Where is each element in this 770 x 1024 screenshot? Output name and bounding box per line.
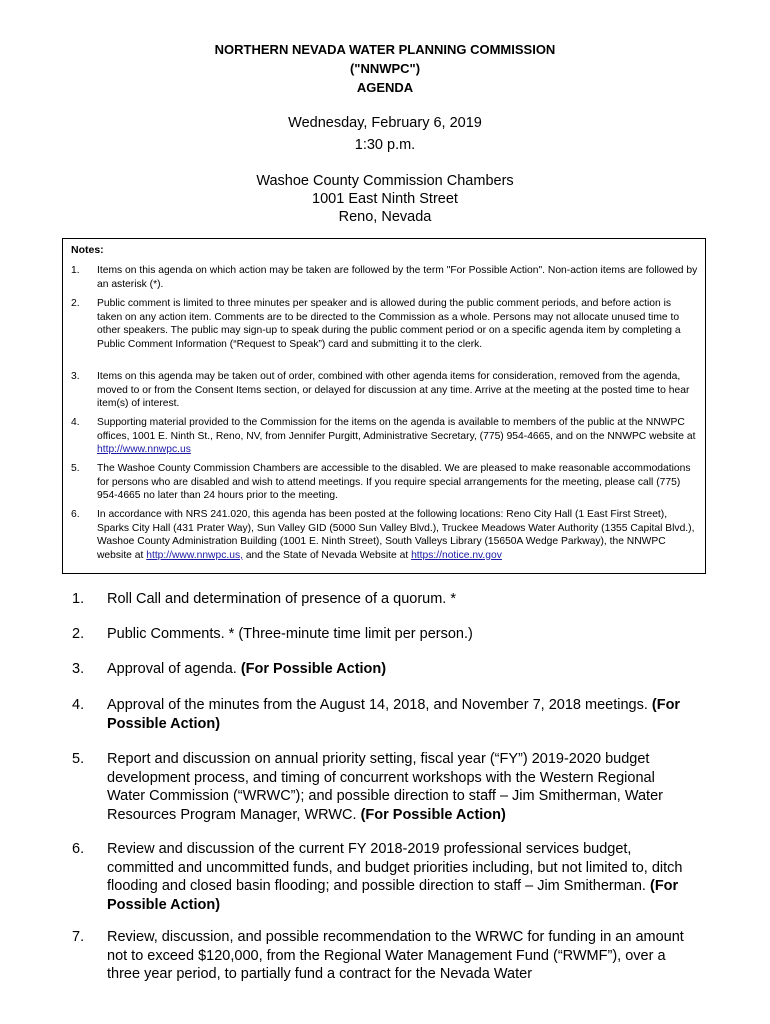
note-text: The Washoe County Commission Chambers are accessible to the disabled. We are pleased to make reasonable accommodations for persons who are disabled and wish to attend meetings. If you require special arrangements for the meeting, please call (775) 954-4665 no later than 24 hours prior to the meeting. xyxy=(97,463,691,502)
meeting-time: 1:30 p.m. xyxy=(354,137,416,153)
possible-action-label: (For Possible Action) xyxy=(360,806,506,823)
note-number: 5. xyxy=(71,463,80,474)
notes-title: Notes: xyxy=(71,244,104,256)
agenda-item-number: 2. xyxy=(72,626,85,642)
agenda-item-body: Public Comments. * (Three-minute time limit per person.) xyxy=(107,626,473,642)
agenda-item xyxy=(72,625,692,644)
agenda-item-text xyxy=(107,625,692,644)
agenda-item-text xyxy=(107,590,692,609)
agenda-item-body: Approval of the minutes from the August 14, 2018, and November 7, 2018 meetings. xyxy=(107,697,652,713)
agenda-item-body: Roll Call and determination of presence of a quorum. * xyxy=(107,591,456,607)
note-number: 4. xyxy=(71,417,80,428)
notes-box xyxy=(62,238,706,574)
note-text: Items on this agenda may be taken out of order, combined with other agenda items for consideration, removed from the agenda, moved to or from the Consent Items section, or delayed for discussion at any time. Arrive at the meeting at the posted time to hear item(s) of interest. xyxy=(97,371,690,410)
agenda-item xyxy=(72,660,692,679)
nnwpc-website-link[interactable]: http://www.nnwpc.us, xyxy=(146,549,243,561)
agenda-item xyxy=(72,840,692,914)
note-number: 2. xyxy=(71,298,80,309)
agenda-item-text xyxy=(107,660,692,679)
agenda-item-text xyxy=(107,750,692,824)
note-item xyxy=(71,416,699,457)
note-item xyxy=(71,297,699,351)
nnwpc-website-link[interactable]: http://www.nnwpc.us xyxy=(97,444,191,456)
meeting-street: 1001 East Ninth Street xyxy=(312,191,458,207)
possible-action-label: (For Possible Action) xyxy=(107,697,681,732)
note-text-body-cont: and the State of Nevada Website at xyxy=(242,549,412,561)
agenda-item-body: Review and discussion of the current FY 2018-2019 professional services budget, committed and uncommitted funds, and budget priorities including, but not limited to, ditch flooding and closed basin flooding; and possible direction to staff – Jim Smitherman. xyxy=(107,841,683,894)
agenda-item xyxy=(72,696,692,733)
note-text-body: In accordance with NRS 241.020, this agenda has been posted at the following locations: Reno City Hall (1 East First Street), Sparks City Hall (431 Prater Way), Sun Valley GID (5000 Sun Valley Blvd.), Truckee Meadows Water Authority (1355 Capital Blvd.), Washoe County Administration Building (1001 E. Ninth Street), South Valleys Library (15650A Wedge Parkway), the NNWPC website at xyxy=(97,509,695,561)
note-item xyxy=(71,370,699,411)
agenda-item-body: Review, discussion, and possible recommendation to the WRWC for funding in an amount not to exceed $120,000, from the Regional Water Management Fund (“RWMF”), over a three year period, to partially fund a contract for the Nevada Water xyxy=(107,929,684,982)
meeting-venue: Washoe County Commission Chambers xyxy=(256,173,514,189)
possible-action-label: (For Possible Action) xyxy=(240,661,387,677)
agenda-item-number: 7. xyxy=(72,929,85,945)
note-item xyxy=(71,508,699,562)
note-text xyxy=(97,416,699,457)
note-item xyxy=(71,462,699,503)
document-type: AGENDA xyxy=(356,80,414,95)
meeting-date: Wednesday, February 6, 2019 xyxy=(288,115,482,131)
commission-abbreviation: ("NNWPC") xyxy=(349,61,421,76)
agenda-item-text xyxy=(107,928,692,984)
agenda-item xyxy=(72,590,692,609)
agenda-item-text xyxy=(107,696,692,733)
commission-name: NORTHERN NEVADA WATER PLANNING COMMISSION xyxy=(214,42,556,57)
meeting-city: Reno, Nevada xyxy=(338,209,432,225)
note-text: Items on this agenda on which action may be taken are followed by the term "For Possible Action". Non-action items are followed by an asterisk (*). xyxy=(97,265,698,290)
agenda-item-body: Report and discussion on annual priority setting, fiscal year (“FY”) 2019-2020 budget development process, and timing of concurrent workshops with the Western Regional Water Commission (“WRWC”); and possible direction to staff – Jim Smitherman, Water Resources Program Manager, WRWC. xyxy=(107,751,663,823)
agenda-item-number: 1. xyxy=(72,591,85,607)
note-item xyxy=(71,264,699,291)
note-number: 1. xyxy=(71,265,80,276)
agenda-item-number: 6. xyxy=(72,841,85,857)
note-text xyxy=(97,508,699,562)
nevada-notice-link[interactable]: https://notice.nv.gov xyxy=(411,549,502,561)
note-text: Public comment is limited to three minutes per speaker and is allowed during the public comment periods, and before action is taken on any action item. Comments are to be directed to the Commission as a whole. Persons may not allocate unused time to other speakers. The public may sign-up to speak during the public comment period or on a specific agenda item by completing a Public Comment Information (“Request to Speak”) card and submitting it to the clerk. xyxy=(97,298,681,350)
possible-action-label: (For Possible Action) xyxy=(107,878,679,913)
agenda-item xyxy=(72,750,692,824)
note-number: 3. xyxy=(71,371,80,382)
note-text-body: Supporting material provided to the Commission for the items on the agenda is available to members of the public at the NNWPC offices, 1001 E. Ninth St., Reno, NV, from Jennifer Purgitt, Administrative Secretary, (775) 954-4665, and on the NNWPC website at xyxy=(97,417,696,442)
note-number: 6. xyxy=(71,509,80,520)
agenda-item-number: 3. xyxy=(72,661,85,677)
agenda-item-number: 5. xyxy=(72,751,85,767)
agenda-item-text xyxy=(107,840,692,914)
agenda-item-body: Approval of agenda. xyxy=(107,661,241,677)
agenda-item xyxy=(72,928,692,984)
agenda-item-number: 4. xyxy=(72,697,85,713)
